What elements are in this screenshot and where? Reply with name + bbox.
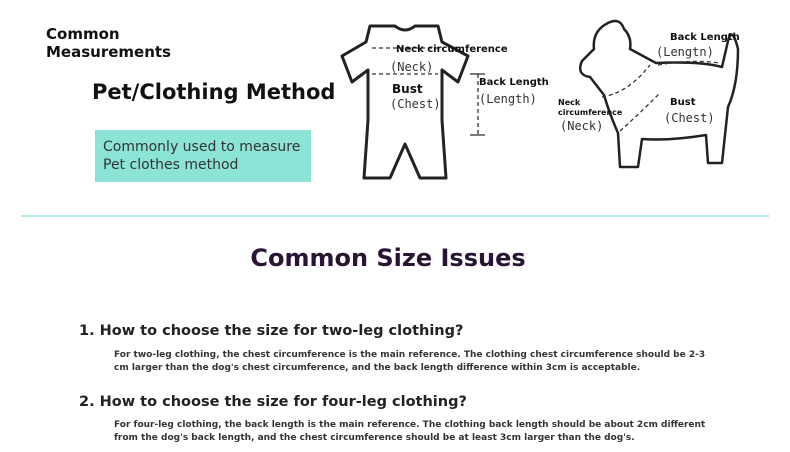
heading-line-1: Common xyxy=(46,25,120,43)
dog-bust-hand: (Chest) xyxy=(664,111,715,125)
method-title: Pet/Clothing Method xyxy=(92,80,336,104)
issue-answer-2-line-1: For four-leg clothing, the back length is the main reference. The clothing back length should be about 2cm different xyxy=(114,420,706,430)
issues-title: Common Size Issues xyxy=(250,244,526,272)
clothing-bust-hand: (Chest) xyxy=(390,97,441,111)
common-measurements-heading xyxy=(46,25,171,61)
issue-answer-1 xyxy=(114,349,714,375)
dog-back-hand: (Lengtn) xyxy=(656,45,714,59)
clothing-bust-label: Bust xyxy=(392,82,423,96)
dog-neck-hand: (Neck) xyxy=(560,119,604,133)
issue-answer-1-line-2: cm larger than the dog's chest circumference, and the back length difference within 3cm is acceptable. xyxy=(114,363,641,373)
clothing-neck-label: Neck circumference xyxy=(396,44,508,55)
issue-question-2: 2. How to choose the size for four-leg clothing? xyxy=(79,394,467,410)
issue-question-1: 1. How to choose the size for two-leg clothing? xyxy=(79,323,464,339)
issue-answer-1-line-1: For two-leg clothing, the chest circumference is the main reference. The clothing chest circumference should be 2-3 xyxy=(114,350,706,360)
note-line-1: Commonly used to measure xyxy=(103,139,301,155)
dog-back-label: Back Length xyxy=(670,32,740,43)
heading-line-2: Measurements xyxy=(46,43,171,61)
dog-bust-label: Bust xyxy=(670,97,696,108)
clothing-back-label: Back Length xyxy=(479,77,549,88)
method-note-box xyxy=(95,130,311,182)
issue-answer-2-line-2: from the dog's back length, and the chest circumference should be at least 3cm larger than the dog's. xyxy=(114,433,635,443)
dog-neck-label xyxy=(558,98,622,118)
dog-neck-label-line-1: Neck xyxy=(558,98,581,107)
clothing-neck-hand: (Neck) xyxy=(390,60,434,74)
issue-answer-2 xyxy=(114,419,714,445)
section-divider xyxy=(21,215,769,217)
clothing-back-hand: (Length) xyxy=(479,92,537,106)
note-line-2: Pet clothes method xyxy=(103,157,239,173)
dog-neck-label-line-2: circumference xyxy=(558,108,623,117)
